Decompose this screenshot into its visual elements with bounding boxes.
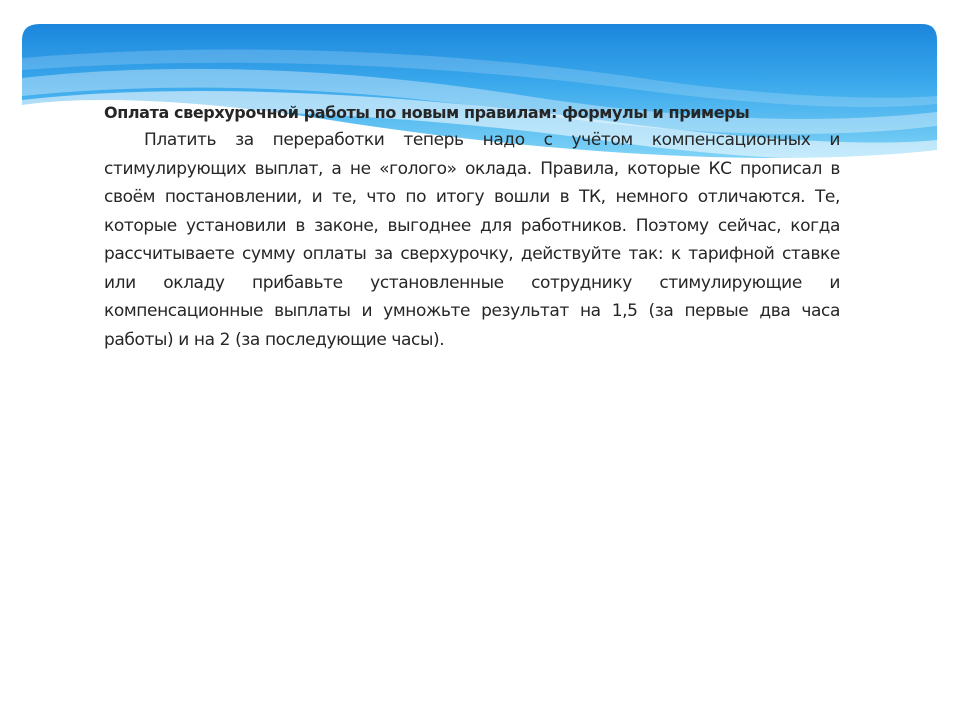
slide-title: Оплата сверхурочной работы по новым правилам: формулы и примеры [104,103,750,122]
slide-content [104,100,840,354]
slide-body-text: Платить за переработки теперь надо с учётом компенсационных и стимулирующих выплат, а не «голого» оклада. Правила, которые КС прописал в своём постановлении, и те, что по итогу вошли в ТК, немного отличаются. Те, которые установили в законе, выгоднее для работников. Поэтому сейчас, когда рассчитываете сумму оплаты за сверхурочку, действуйте так: к тарифной ставке или окладу прибавьте установленные сотруднику стимулирующие и компенсационные выплаты и умножьте результат на 1,5 (за первые два часа работы) и на 2 (за последующие часы). [104,130,840,350]
